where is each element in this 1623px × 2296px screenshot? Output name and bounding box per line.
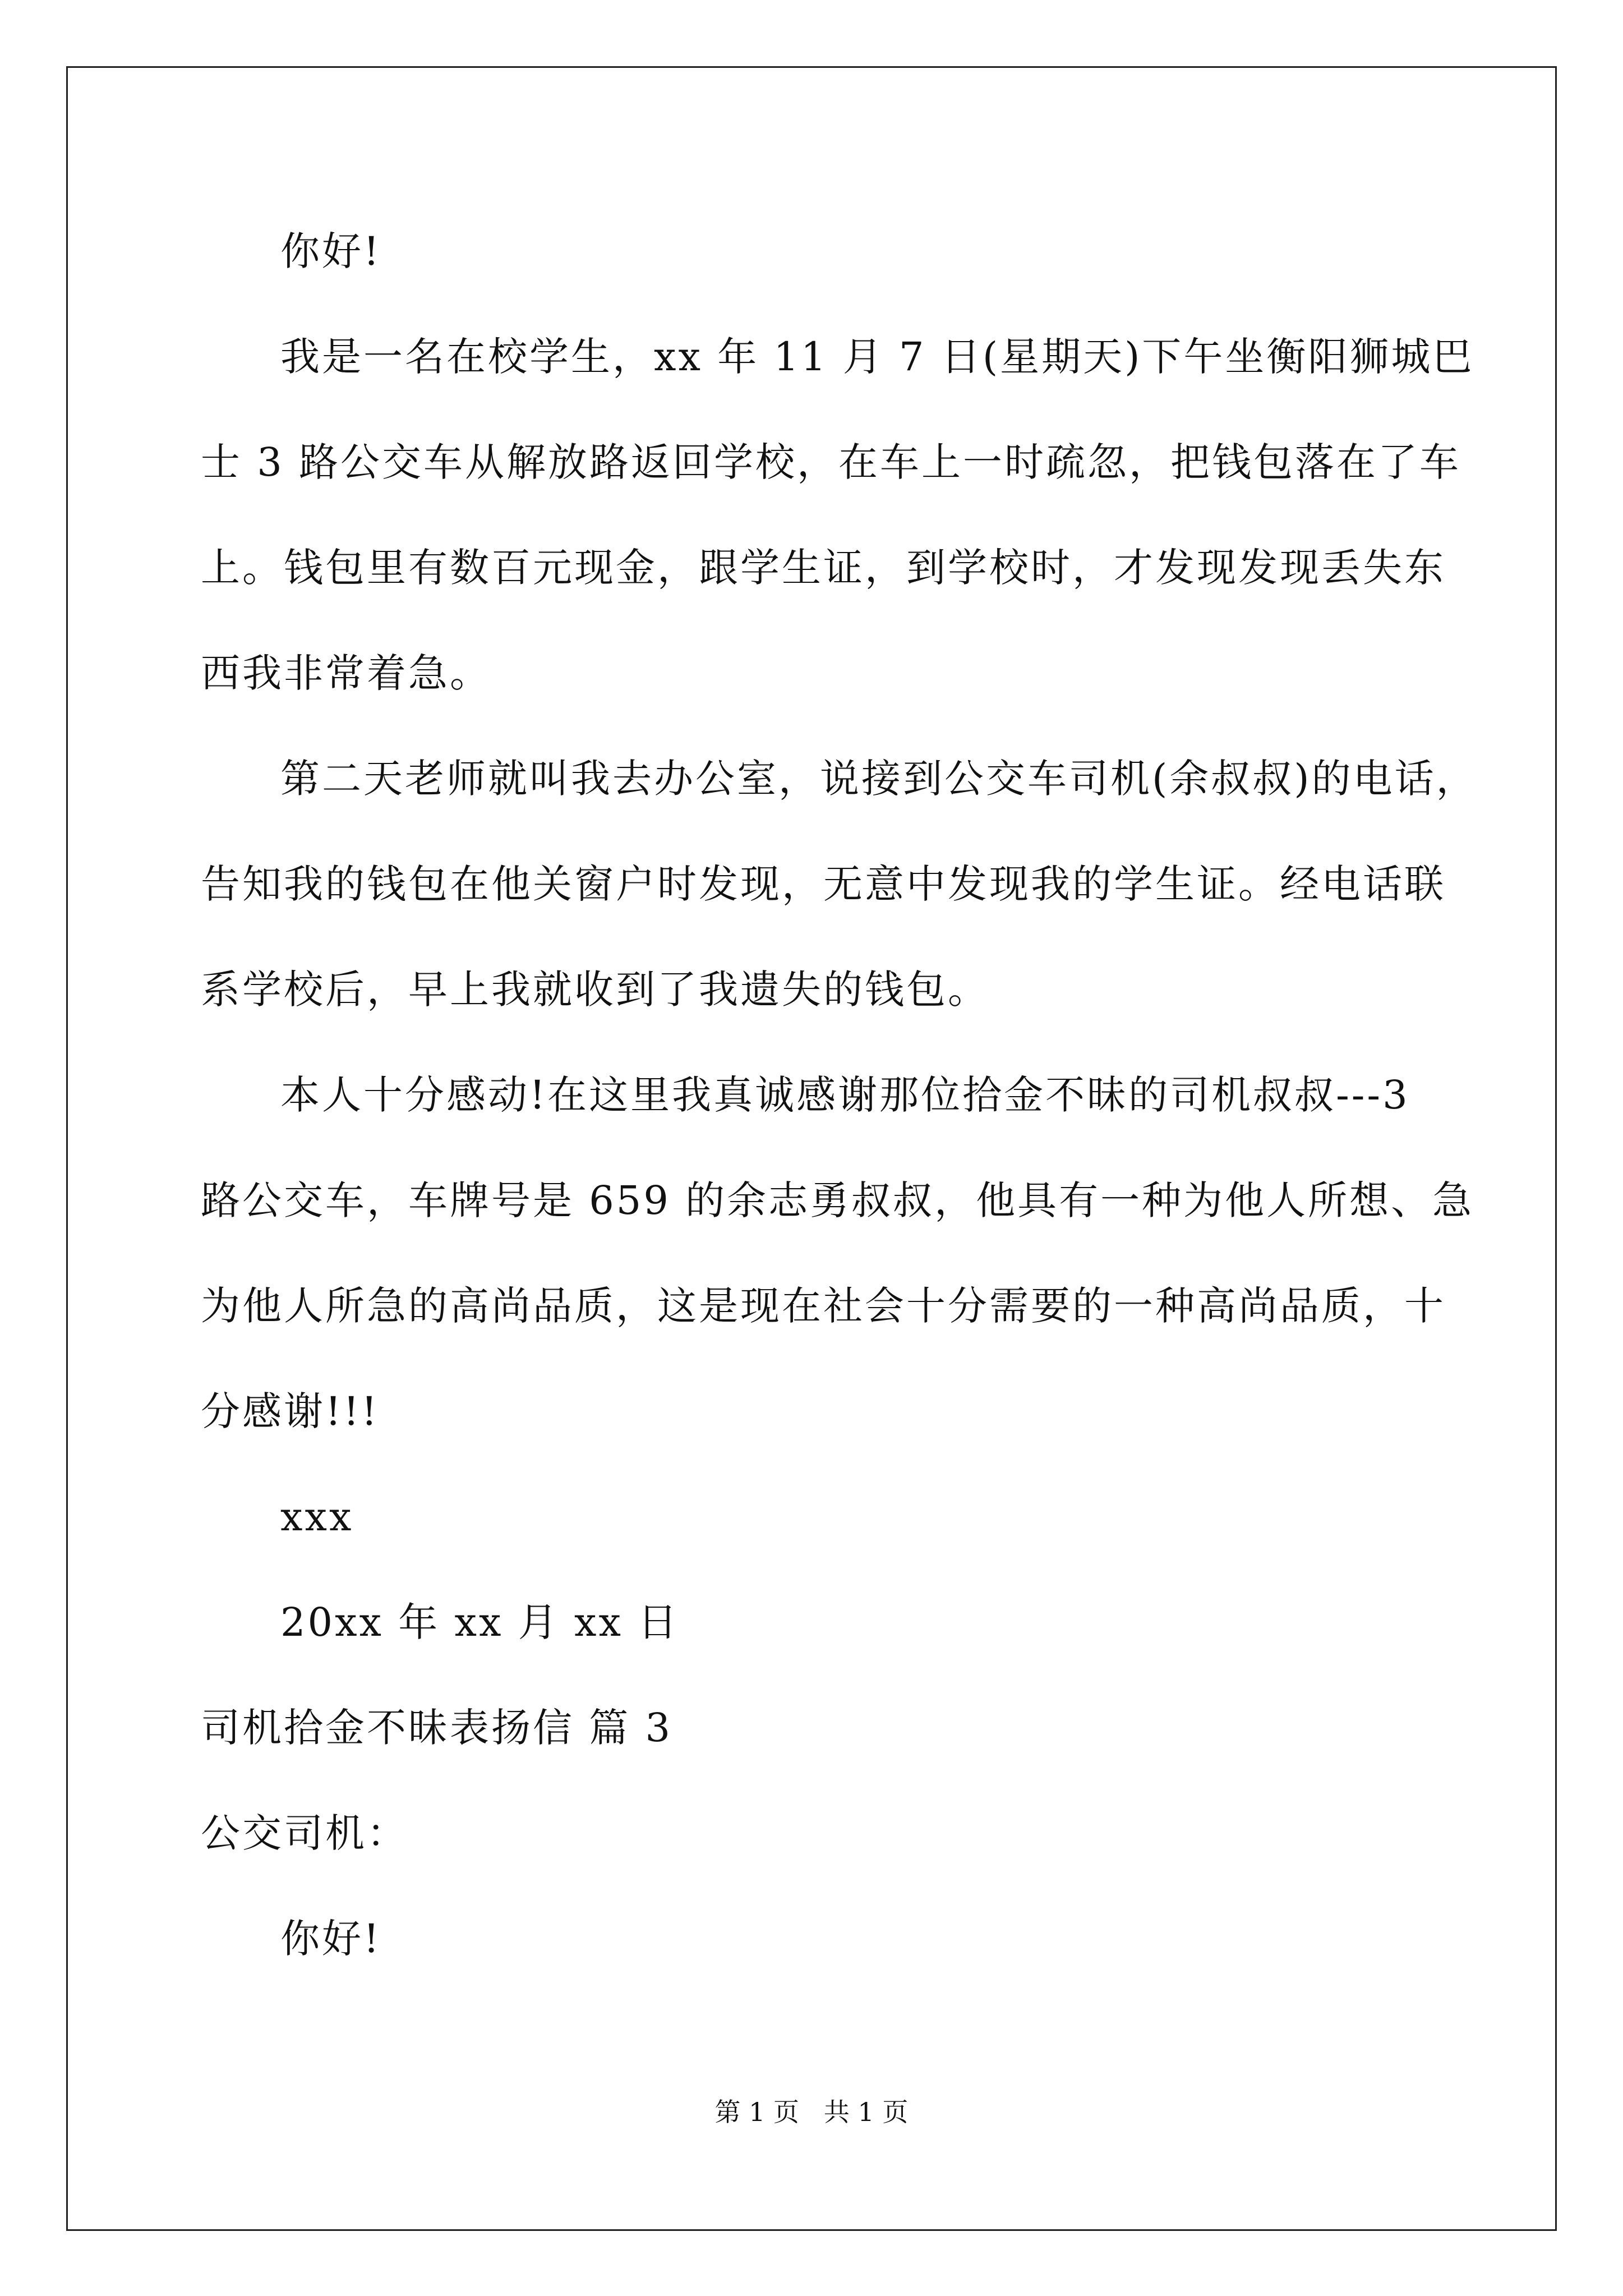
paragraph-1-line-2: 士 3 路公交车从解放路返回学校，在车上一时疏忽，把钱包落在了车	[201, 439, 1461, 485]
paragraph-3-line-2: 路公交车，车牌号是 659 的余志勇叔叔，他具有一种为他人所想、急	[201, 1177, 1474, 1223]
greeting-line-2: 你好!	[280, 1916, 382, 1962]
paragraph-1-line-3: 上。钱包里有数百元现金，跟学生证，到学校时，才发现发现丢失东	[201, 545, 1446, 591]
greeting-line: 你好!	[280, 228, 382, 274]
paragraph-3-line-3: 为他人所急的高尚品质，这是现在社会十分需要的一种高尚品质，十	[201, 1283, 1446, 1329]
page-footer: 第 1 页 共 1 页	[714, 2097, 909, 2127]
paragraph-2-line-3: 系学校后，早上我就收到了我遗失的钱包。	[201, 967, 989, 1013]
paragraph-3-line-4: 分感谢!!!	[201, 1388, 380, 1434]
section-heading: 司机拾金不昧表扬信 篇 3	[201, 1705, 673, 1751]
signature-date: 20xx 年 xx 月 xx 日	[280, 1599, 680, 1645]
paragraph-3-line-1: 本人十分感动!在这里我真诚感谢那位拾金不昧的司机叔叔---3	[280, 1072, 1410, 1118]
paragraph-2-line-1: 第二天老师就叫我去办公室，说接到公交车司机(余叔叔)的电话，	[280, 756, 1478, 802]
page-border	[66, 66, 1557, 2231]
paragraph-2-line-2: 告知我的钱包在他关窗户时发现，无意中发现我的学生证。经电话联	[201, 861, 1446, 907]
signature-name: xxx	[280, 1494, 354, 1540]
addressee-line: 公交司机：	[201, 1810, 408, 1856]
paragraph-1-line-4: 西我非常着急。	[201, 650, 491, 696]
paragraph-1-line-1: 我是一名在校学生，xx 年 11 月 7 日(星期天)下午坐衡阳狮城巴	[280, 334, 1474, 380]
